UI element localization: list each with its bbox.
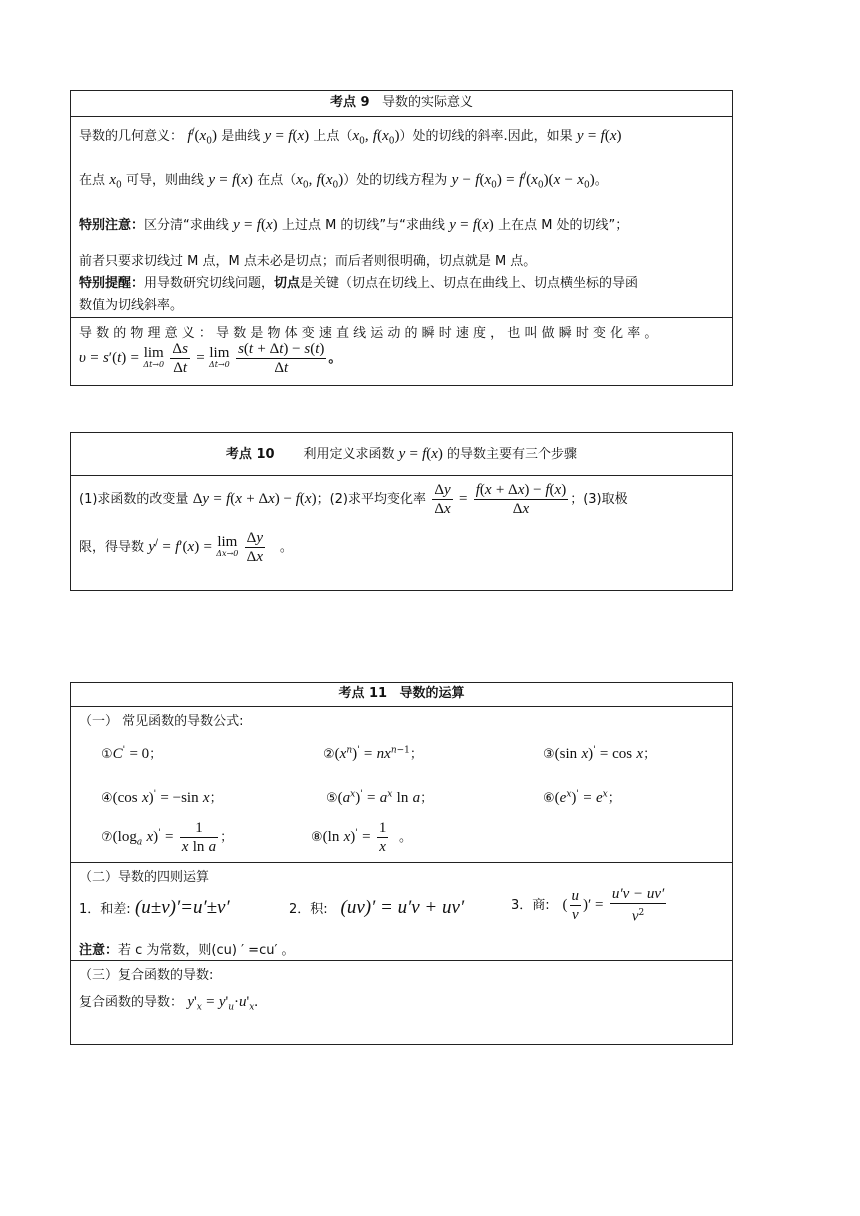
phys-text: 导 数 的 物 理 意 义 ： 导 数 是 物 体 变 速 直 线 运 动 的 瞬 时 速 度 ， 也 叫 做 瞬 时 变 化 率 。 [79,326,658,341]
tip-bold: 切点 [274,276,301,291]
step3: ；(3)取极 [570,492,628,507]
f6-mark: ⑥ [543,791,555,806]
box11-title [71,683,732,706]
formula-5: $⑤(a^x)' = a^x$ ln a； [326,789,434,806]
tip-line-2: 数值为切线斜率。 [79,298,184,313]
box9-title-text: 导数的实际意义 [381,95,473,110]
phys-end: 。 [328,351,342,366]
geo-mid1: 是曲线 [221,129,261,144]
phys-formula: υ = s′(t) = lim Δt→0 $\frac{\Delta s}{\Delta t}$ = lim Δt→0 $\frac{s(t + \Delta t) - s(t)}{\Delta t}$ 。 [79,341,342,376]
box10-line-1: (1)求函数的改变量 Δy = f(x + Δx) − f(x)；(2)求平均变化率 $\frac{\Delta y}{\Delta x}$ = $\frac{f(x + \Delta x) - f(x)}{\Delta x}$ ；(3)取极 [79,482,628,517]
tip-a: 用导数研究切线问题， [144,276,275,291]
tip-b: 是关键（切点在切线上、切点在曲线上、切点横坐标的导函 [300,276,639,291]
box11-title-text: 导数的运算 [399,686,465,701]
sec2-heading: （二）导数的四则运算 [79,870,210,885]
note-label: 特别注意： [79,218,145,233]
tip-label: 特别提醒： [79,276,145,291]
step4: 限，得导数 [79,540,145,555]
formula-1: ①C' = 0； [101,745,163,762]
f8-mark: ⑧ [311,830,323,845]
op-note [79,939,295,958]
op-sum: 1．和差: (u±v)′=u′±v′ [79,897,230,918]
geo-mid3: ）处的切线的斜率.因此，如果 [399,129,573,144]
op1-label: 1．和差: [79,902,131,917]
geo-intro: 导数的几何意义： [79,129,184,144]
f3-mark: ③ [543,747,555,762]
geo-l2b: 可导，则曲线 [126,173,205,188]
box11-title-label: 考点 11 [338,686,388,701]
tip-line-1 [79,272,638,291]
box10-line-2: 限，得导数 y/ = f′(x) = lim Δx→0 $\frac{\Delta y}{\Delta x}$ 。 [79,530,293,565]
box11-sec2 [71,862,732,960]
formula-6: $⑥(e^x)' = e^x$； [543,789,621,806]
box11-sec3 [71,960,732,1044]
geo-line-2: 在点 $x_0$ 可导，则曲线 y = f(x) 在点（$x_0$, $f(x_0)$）处的切线方程为 $y - f(x_0) = f^/(x_0)(x - x_0)$。 [79,171,608,191]
geo-line-1: 导数的几何意义： $f^/(x_0)$ 是曲线 y = f(x) 上点（$x_0$, $f(x_0)$）处的切线的斜率.因此，如果 y = f(x) [79,127,622,147]
box-kaodian-9 [70,90,733,386]
box10-body [71,475,732,590]
op2-label: 2．积: [289,902,328,917]
geo-l2-end: 。 [594,173,608,188]
comp-label: 复合函数的导数： [79,995,184,1010]
note-b: 上过点 M 的切线”与“求曲线 [281,218,445,233]
formula-4: ④(cos x)' = −sin x； [101,789,223,806]
box9-title [71,91,732,116]
box9-geometry [71,116,732,317]
formula-7: $⑦(\log_a$ x)' = $\frac{1}{\text{x ln a}}$ ； [101,820,234,855]
formula-3: ③(sin x)' = cos x； [543,745,657,762]
formula-2: $②(x^n)' = nx^{n-1}$； [323,745,423,762]
op-quotient: 3．商: ( $\frac{u}{v}$ )′ = $\frac{u'v - uv'}{v^2}$ [511,886,665,925]
sec1-heading: （一） 常见函数的导数公式: [79,714,244,729]
step4-end: 。 [279,540,293,555]
box10-title-text: 利用定义求函数 [303,447,395,462]
op3-label: 3．商: [511,897,550,913]
op-note-label: 注意： [79,943,119,958]
note-a: 区分清“求曲线 [144,218,229,233]
box9-physics [71,317,732,385]
box10-title: 考点 10 利用定义求函数 y = f(x) 的导数主要有三个步骤 [225,446,578,462]
box9-title-label: 考点 9 [330,95,370,110]
geo-mid2: 上点（ [313,129,353,144]
composite-formula: 复合函数的导数： $y'_x = y'_u\cdot u'_x$. [79,994,259,1013]
geo-l2d: ）处的切线方程为 [343,173,448,188]
note-line-2: 前者只要求切线过 M 点，M 点未必是切点；而后者则很明确，切点就是 M 点。 [79,254,537,269]
f5-mark: ⑤ [326,791,338,806]
geo-l2a: 在点 [79,173,106,188]
box-kaodian-11 [70,682,733,1045]
f4-mark: ④ [101,791,113,806]
op-product: 2．积: (uv)′ = u′v + uv′ [289,897,465,918]
box-kaodian-10 [70,432,733,591]
step1: (1)求函数的改变量 [79,492,189,507]
step2: ；(2)求平均变化率 [316,492,427,507]
op-note-text: 若 c 为常数，则(cu) ′ =cu′ 。 [118,943,295,958]
sec3-heading: （三）复合函数的导数: [79,968,214,983]
formula-8: ⑧(ln x)' = $\frac{1}{x}$ 。 [311,820,412,855]
note-line-1: 特别注意：区分清“求曲线 y = f(x) 上过点 M 的切线”与“求曲线 y = f(x) 上在点 M 处的切线”； [79,217,629,233]
note-c: 上在点 M 处的切线”； [498,218,629,233]
box10-title-text2: 的导数主要有三个步骤 [447,447,578,462]
f7-mark: ⑦ [101,830,113,845]
box10-title-label: 考点 10 [225,447,275,462]
geo-l2c: 在点（ [257,173,297,188]
f2-mark: ② [323,747,335,762]
box11-sec1 [71,706,732,862]
f1-mark: ① [101,747,113,762]
